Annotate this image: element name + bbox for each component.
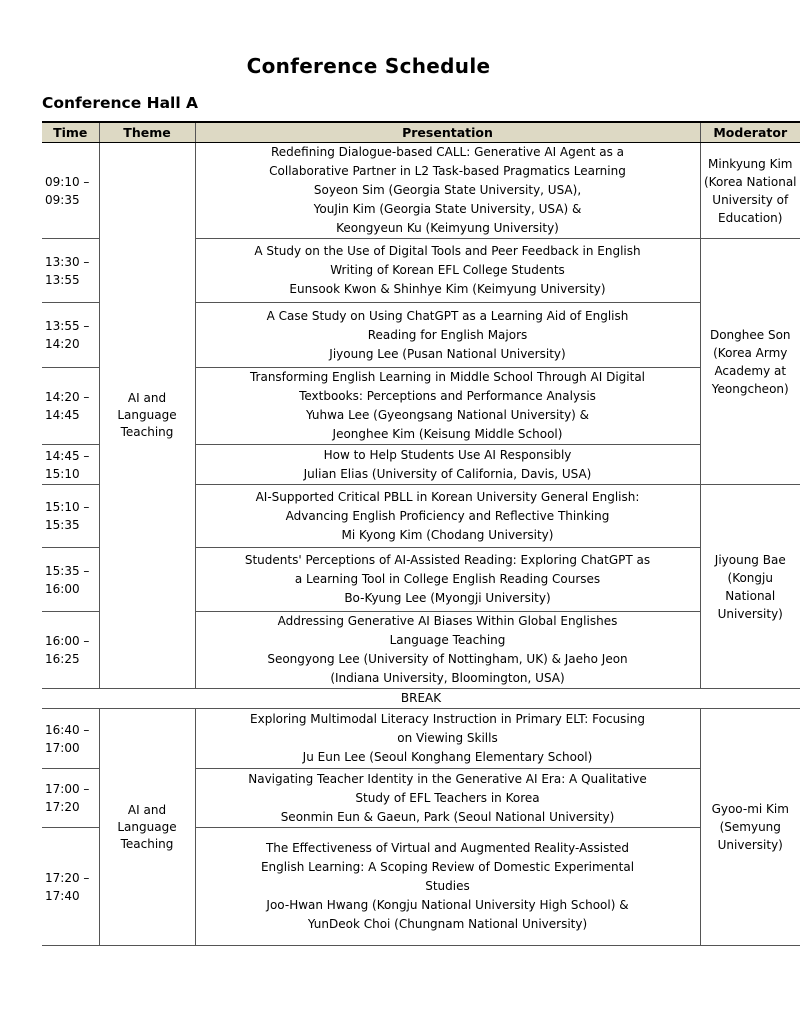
time-cell: 14:20 – 14:45: [42, 368, 99, 445]
time-cell: 13:30 – 13:55: [42, 239, 99, 303]
presentation-cell: How to Help Students Use AI Responsibly Julian Elias (University of California, Davis, USA): [195, 445, 700, 485]
page-title: Conference Schedule: [246, 54, 491, 78]
presentation-cell: Students' Perceptions of AI-Assisted Reading: Exploring ChatGPT as a Learning Tool in College English Reading Courses Bo-Kyung Lee (Myongji University): [195, 548, 700, 612]
table-row: [42, 709, 800, 769]
presentation-cell: AI-Supported Critical PBLL in Korean University General English: Advancing English Proficiency and Reflective Thinking Mi Kyong Kim (Chodang University): [195, 485, 700, 548]
time-cell: 09:10 – 09:35: [42, 143, 99, 239]
presentation-cell: Redefining Dialogue-based CALL: Generative AI Agent as a Collaborative Partner in L2 Task-based Pragmatics Learning Soyeon Sim (Georgia State University, USA), YouJin Kim (Georgia State University, USA) & Keongyeun Ku (Keimyung University): [195, 143, 700, 239]
break-row: [42, 689, 800, 709]
moderator-cell: Donghee Son (Korea Army Academy at Yeongcheon): [700, 239, 800, 485]
presentation-cell: Addressing Generative AI Biases Within Global Englishes Language Teaching Seongyong Lee (University of Nottingham, UK) & Jaeho Jeon (Indiana University, Bloomington, USA): [195, 612, 700, 689]
time-cell: 16:00 – 16:25: [42, 612, 99, 689]
header-presentation: Presentation: [195, 122, 700, 143]
theme-cell: AI and Language Teaching: [99, 143, 195, 689]
time-cell: 15:10 – 15:35: [42, 485, 99, 548]
break-label: BREAK: [42, 689, 800, 709]
time-cell: 17:00 – 17:20: [42, 769, 99, 828]
presentation-cell: Exploring Multimodal Literacy Instruction in Primary ELT: Focusing on Viewing Skills Ju Eun Lee (Seoul Konghang Elementary School): [195, 709, 700, 769]
time-cell: 14:45 – 15:10: [42, 445, 99, 485]
moderator-cell: Jiyoung Bae (Kongju National University): [700, 485, 800, 689]
header-theme: Theme: [99, 122, 195, 143]
presentation-cell: Transforming English Learning in Middle School Through AI Digital Textbooks: Perceptions and Performance Analysis Yuhwa Lee (Gyeongsang National University) & Jeonghee Kim (Keisung Middle School): [195, 368, 700, 445]
presentation-cell: Navigating Teacher Identity in the Generative AI Era: A Qualitative Study of EFL Teachers in Korea Seonmin Eun & Gaeun, Park (Seoul National University): [195, 769, 700, 828]
theme-cell: AI and Language Teaching: [99, 709, 195, 946]
header-row: [42, 122, 800, 143]
hall-heading: Conference Hall A: [42, 94, 199, 112]
moderator-cell: Minkyung Kim (Korea National University of Education): [700, 143, 800, 239]
time-cell: 15:35 – 16:00: [42, 548, 99, 612]
presentation-cell: A Case Study on Using ChatGPT as a Learning Aid of English Reading for English Majors Jiyoung Lee (Pusan National University): [195, 303, 700, 368]
presentation-cell: A Study on the Use of Digital Tools and Peer Feedback in English Writing of Korean EFL College Students Eunsook Kwon & Shinhye Kim (Keimyung University): [195, 239, 700, 303]
header-moderator: Moderator: [700, 122, 800, 143]
header-time: Time: [42, 122, 99, 143]
presentation-cell: The Effectiveness of Virtual and Augmented Reality-Assisted English Learning: A Scoping Review of Domestic Experimental Studies Joo-Hwan Hwang (Kongju National University High School) & YunDeok Choi (Chungnam National University): [195, 828, 700, 946]
table-row: [42, 143, 800, 239]
moderator-cell: Gyoo-mi Kim (Semyung University): [700, 709, 800, 946]
schedule-table: [42, 121, 800, 946]
time-cell: 13:55 – 14:20: [42, 303, 99, 368]
time-cell: 16:40 – 17:00: [42, 709, 99, 769]
time-cell: 17:20 – 17:40: [42, 828, 99, 946]
